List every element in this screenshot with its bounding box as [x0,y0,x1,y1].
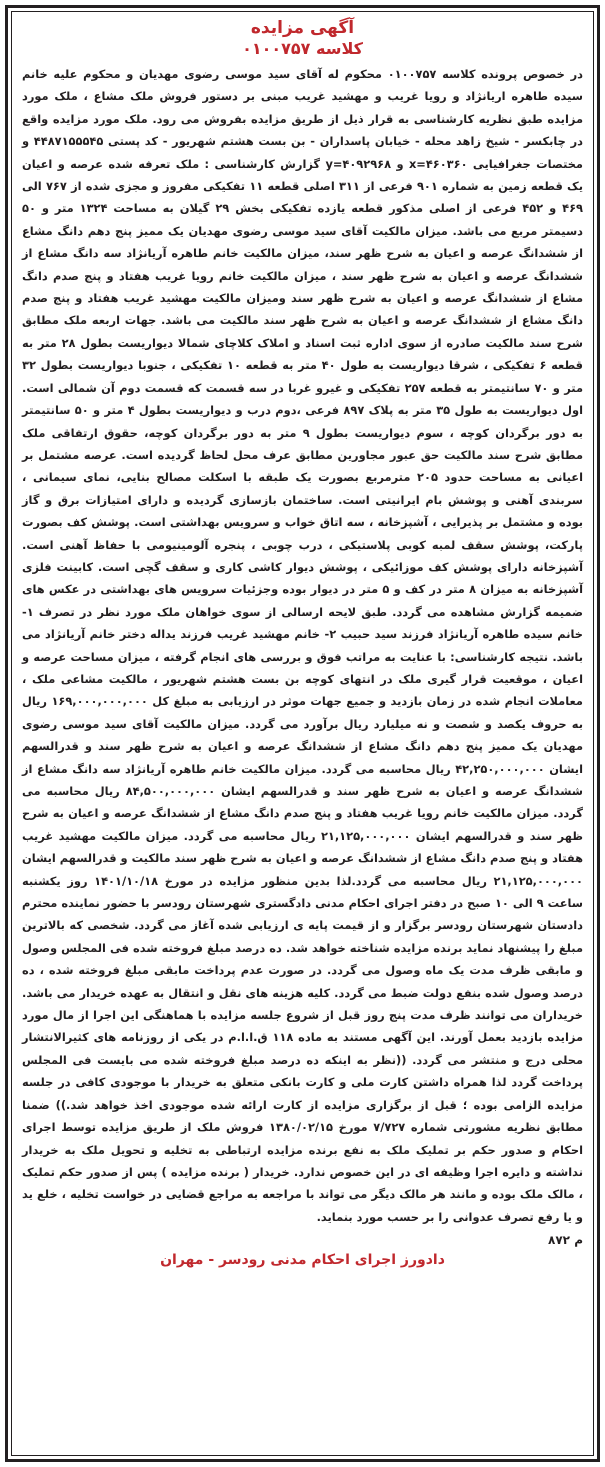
notice-reference: م ۸۷۲ [548,1233,583,1248]
notice-title: آگهی مزایده [250,18,355,38]
notice-inner-border [11,11,594,1456]
notice-outer-border [5,5,600,1462]
notice-signature: دادورز اجرای احکام مدنی رودسر - مهران [160,1252,445,1269]
notice-case-number: کلاسه ۰۱۰۰۷۵۷ [242,39,363,58]
notice-body: در خصوص پرونده کلاسه ۰۱۰۰۷۵۷ محکوم له آقای سید موسی رضوی مهدیان و محکوم علیه خانم سیده طاهره اریانژاد و رویا غریب و مهشید غریب مبنی بر دستور فروش ملک مشاع ، ملک مورد مزایده طبق نظریه کارشناسی به قرار ذیل از طریق مزایده بفروش می رود. ملک مورد مزایده واقع در چابکسر - شیخ زاهد محله - خیابان پاسداران - بن بست هشتم شهریور - کد پستی ۴۴۸۷۱۵۵۵۴۵ و مختصات جغرافیایی x=۴۶۰۳۶۰ و y=۴۰۹۲۹۶۸ گزارش کارشناسی : ملک تعرفه شده عرصه و اعیان یک قطعه زمین به شماره ۹۰۱ فرعی از ۳۱۱ اصلی قطعه ۱۱ تفکیکی مفروز و مجزی شده از ۷۶۷ الی ۴۶۹ و ۴۵۲ فرعی از اصلی مذکور قطعه یازده تفکیکی بخش ۲۹ گیلان به مساحت ۱۳۲۴ متر و ۵۰ دسیمتر مربع می باشد. میزان مالکیت آقای سید موسی رضوی مهدیان یک ممیز پنج دهم دانگ مشاع از ششدانگ عرصه و اعیان به شرح ظهر سند، میزان مالکیت خانم طاهره آریانژاد سه دانگ مشاع از ششدانگ عرصه و اعیان به شرح ظهر سند ، میزان مالکیت خانم رویا غریب هفتاد و پنج صدم دانگ مشاع از ششدانگ عرصه و اعیان به شرح ظهر سند ومیزان مالکیت مهشید غریب هفتاد و پنج صدم دانگ مشاع از ششدانگ عرصه و اعیان به شرح ظهر سند مالکیت می باشد. جهات اربعه ملک مطابق شرح سند مالکیت صادره از سوی اداره ثبت اسناد و املاک کلاچای شمالا دیواریست بطول ۲۸ متر به قطعه ۶ تفکیکی ، شرقا دیواریست به طول ۴۰ متر به قطعه ۱۰ تفکیکی ، جنوبا دیواریست بطول ۳۲ متر و ۷۰ سانتیمتر به قطعه ۲۵۷ تفکیکی و غیرو غربا در سه قسمت که قسمت دوم آن شمالی است. اول دیواریست به طول ۳۵ متر به پلاک ۸۹۷ فرعی ،دوم درب و دیواریست بطول ۴ متر و ۵۰ سانتیمتر به دور برگردان کوچه ، سوم دیواریست بطول ۹ متر به دور برگردان کوچه، حقوق ارتفاقی ملک مطابق شرح سند مالکیت حق عبور مجاورین مطابق عرف محل لحاظ گردیده است. عرصه مشتمل بر اعیانی به مساحت حدود ۲۰۵ مترمربع بصورت یک طبقه با اسکلت مصالح بنایی، نمای سیمانی ، سربندی آهنی و پوشش بام ایرانیتی است. ساختمان بازسازی گردیده و دارای امتیازات برق و گاز بوده و مشتمل بر پذیرایی ، آشپزخانه ، سه اتاق خواب و سرویس بهداشتی است. پوشش کف بصورت پارکت، پوشش سقف لمبه کوبی پلاستیکی ، درب چوبی ، پنجره آلومینیومی با حفاظ آهنی است. آشپزخانه دارای پوشش کف موزائیکی ، پوشش دیوار کاشی کاری و سقف گچی است. کابینت فلزی آشپزخانه به میزان ۸ متر در کف و ۵ متر در دیوار بوده وجزئیات سرویس های بهداشتی در عکس های ضمیمه گزارش مشاهده می گردد. طبق لایحه ارسالی از سوی خواهان ملک مورد نظر در تصرف ۱- خانم سیده طاهره آریانژاد فرزند سید حبیب ۲- خانم مهشید غریب فرزند یداله دختر خانم آریانژاد می باشد. نتیجه کارشناسی: با عنایت به مراتب فوق و بررسی های انجام گرفته ، میزان مساحت عرصه و اعیان ، موقعیت قرار گیری ملک در انتهای کوچه بن بست هشتم شهریور ، مالکیت مشاعی ملک ، معاملات انجام شده در زمان بازدید و جمیع جهات موثر در ارزیابی به مبلغ کل ۱۶۹,۰۰۰,۰۰۰,۰۰۰ ریال به حروف یکصد و شصت و نه میلیارد ریال برآورد می گردد. میزان مالکیت آقای سید موسی رضوی مهدیان یک ممیز پنج دهم دانگ مشاع از ششدانگ عرصه و اعیان به شرح ظهر سند و قدرالسهم ایشان ۴۲,۲۵۰,۰۰۰,۰۰۰ ریال محاسبه می گردد. میزان مالکیت خانم طاهره آریانژاد سه دانگ مشاع از ششدانگ عرصه و اعیان به شرح ظهر سند و قدرالسهم ایشان ۸۴,۵۰۰,۰۰۰,۰۰۰ ریال محاسبه می گردد. میزان مالکیت خانم رویا غریب هفتاد و پنج صدم دانگ مشاع از ششدانگ عرصه و اعیان به شرح ظهر سند و قدرالسهم ایشان ۲۱,۱۲۵,۰۰۰,۰۰۰ ریال محاسبه می گردد. میزان مالکیت مهشید غریب هفتاد و پنج صدم دانگ مشاع از ششدانگ عرصه و اعیان به شرح ظهر سند مالکیت و قدرالسهم ایشان ۲۱,۱۲۵,۰۰۰,۰۰۰ ریال محاسبه می گردد.لذا بدین منظور مزایده در مورخ ۱۴۰۱/۱۰/۱۸ روز یکشنبه ساعت ۹ الی ۱۰ صبح در دفتر اجرای احکام مدنی دادگستری شهرستان رودسر با حضور نماینده محترم دادستان شهرستان رودسر برگزار و از قیمت پایه ی ارزیابی شده آغاز می گردد. شخصی که بالاترین مبلغ را پیشنهاد نماید برنده مزایده شناخته خواهد شد. ده درصد مبلغ فروخته شده فی المجلس وصول و مابقی ظرف مدت یک ماه وصول می گردد. در صورت عدم پرداخت مابقی مبلغ فروخته شده ، ده درصد وصول شده بنفع دولت ضبط می گردد. کلیه هزینه های نقل و انتقال به عهده خریدار می باشد. خریداران می توانند ظرف مدت پنج روز قبل از شروع جلسه مزایده با هماهنگی این اجرا از مال مورد مزایده بازدید بعمل آورند. این آگهی مستند به ماده ۱۱۸ ق.ا.ا.م در یکی از روزنامه های کثیرالانتشار محلی درج و منتشر می گردد. ((نظر به اینکه ده درصد مبلغ فروخته شده می بایست فی المجلس پرداخت گردد لذا همراه داشتن کارت ملی و کارت بانکی متعلق به خریدار با موجودی کافی در جلسه مزایده الزامی بوده ؛ قبل از برگزاری مزایده از کارت ارائه شده موجودی اخذ خواهد شد.)) ضمنا مطابق نظریه مشورتی شماره ۷/۷۲۷ مورخ ۱۳۸۰/۰۲/۱۵ فروش ملک از طریق مزایده توسط اجرای احکام و صدور حکم بر تملیک ملک به نفع برنده مزایده ارتباطی به تخلیه و تحویل ملک به خریدار نداشته و دایره اجرا وظیفه ای در این خصوص ندارد. خریدار ( برنده مزایده ) پس از صدور حکم تملیک ، مالک ملک بوده و مانند هر مالک دیگر می تواند با مراجعه به مراجع قضایی در خواست تخلیه ، خلع ید و یا رفع تصرف عدوانی را بر حسب مورد بنماید. [22,67,584,1224]
